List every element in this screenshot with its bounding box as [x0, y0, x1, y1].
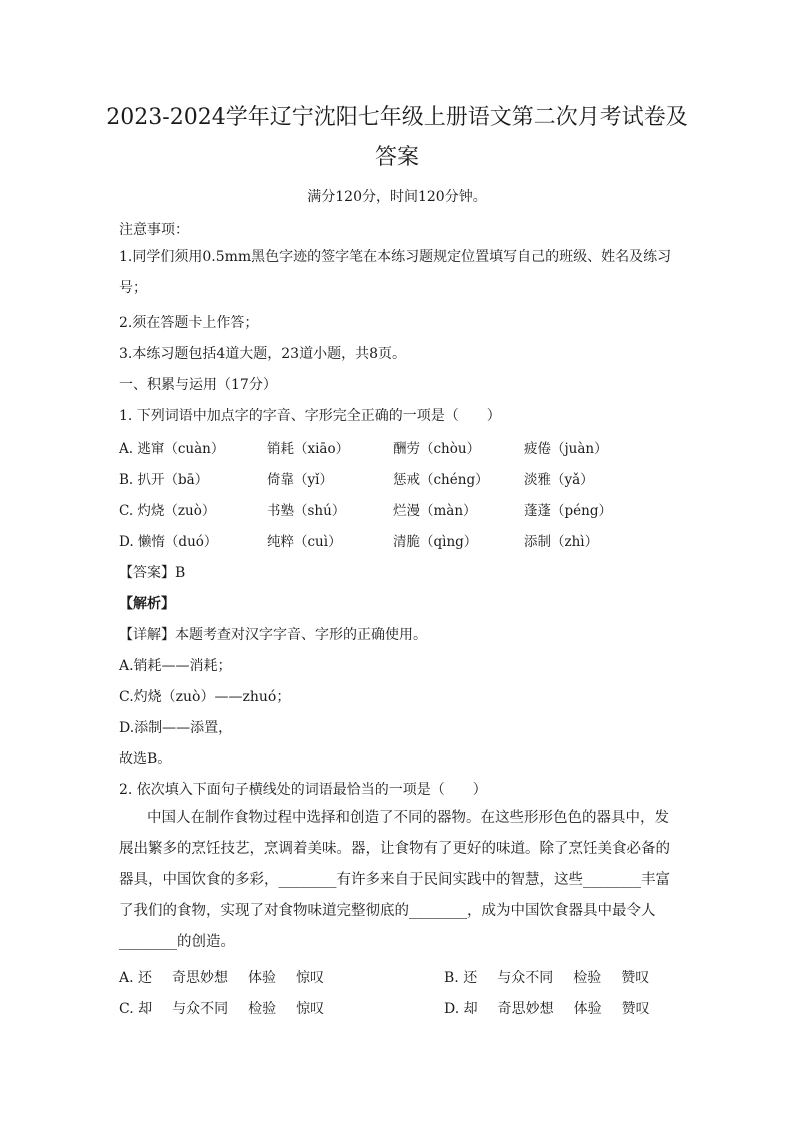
document-subtitle: 满分120分，时间120分钟。 — [307, 189, 487, 205]
option-word: 酬劳（chòu） — [393, 441, 481, 457]
question-1-point-a: A.销耗——消耗； — [119, 658, 232, 674]
question-1-answer: 【答案】B — [119, 565, 186, 581]
option-part: D. 却 — [444, 1001, 478, 1017]
question-2-stem: 2. 依次填入下面句子横线处的词语最恰当的一项是（ ） — [119, 782, 487, 798]
option-word: 销耗（xiāo） — [267, 441, 350, 457]
option-part: B. 还 — [444, 970, 478, 986]
option-word: 倚靠（yǐ） — [267, 472, 333, 488]
option-part: 检验 — [248, 1001, 277, 1017]
option-part: 奇思妙想 — [172, 970, 229, 986]
question-1-stem: 1. 下列词语中加点字的字音、字形完全正确的一项是（ ） — [119, 408, 501, 424]
option-part: 与众不同 — [497, 970, 554, 986]
notice-item-1: 1.同学们须用0.5mm黑色字迹的签字笔在本练习题规定位置填写自己的班级、姓名及练习号； — [119, 249, 672, 296]
notice-item-2: 2.须在答题卡上作答； — [119, 315, 259, 331]
option-part: 赞叹 — [621, 970, 650, 986]
option-word: 烂漫（màn） — [393, 503, 477, 519]
question-1-analysis-heading: 【解析】 — [119, 596, 175, 612]
option-word: 惩戒（chéng） — [393, 472, 489, 488]
option-word: C. 灼烧（zuò） — [119, 503, 216, 519]
option-part: 检验 — [573, 970, 602, 986]
question-1-point-c: C.灼烧（zuò）——zhuó； — [119, 689, 291, 705]
notice-heading: 注意事项： — [119, 222, 189, 238]
option-word: 书塾（shú） — [267, 503, 346, 519]
option-part: 赞叹 — [621, 1001, 650, 1017]
question-2-option-d — [444, 998, 670, 1018]
option-part: 惊叹 — [296, 1001, 325, 1017]
section-heading-1: 一、积累与运用（17分） — [119, 377, 277, 393]
question-1-detail: 【详解】本题考查对汉字字音、字形的正确使用。 — [119, 627, 427, 643]
option-word: 添制（zhì） — [524, 534, 599, 550]
option-word: D. 懒惰（duó） — [119, 534, 218, 550]
question-1-conclusion: 故选B。 — [119, 751, 172, 767]
option-word: 蓬蓬（péng） — [524, 503, 612, 519]
option-word: 清脆（qìng） — [393, 534, 478, 550]
option-part: 奇思妙想 — [497, 1001, 554, 1017]
option-word: A. 逃窜（cuàn） — [119, 441, 225, 457]
option-part: 与众不同 — [172, 1001, 229, 1017]
option-part: A. 还 — [119, 970, 153, 986]
option-word: 疲倦（juàn） — [524, 441, 608, 457]
option-part: 体验 — [248, 970, 277, 986]
notice-item-3: 3.本练习题包括4道大题，23道小题，共8页。 — [119, 346, 406, 362]
option-part: C. 却 — [119, 1001, 153, 1017]
question-1-point-d: D.添制——添置， — [119, 720, 233, 736]
option-word: 淡雅（yǎ） — [524, 472, 594, 488]
option-part: 体验 — [573, 1001, 602, 1017]
question-2-option-b — [444, 967, 669, 987]
question-2-passage: 中国人在制作食物过程中选择和创造了不同的器物。在这些形形色色的器具中，发展出繁多的烹饪技艺，烹调着美味。器，让食物有了更好的味道。除了烹饪美食必备的器具，中国饮食的多彩，________有许多来自于民间实践中的智慧，这些________丰富了我们的食物，实现了对食物味道完整彻底的________，成为中国饮食器具中最令人________的创造。 — [119, 810, 670, 950]
question-2-option-a — [119, 967, 344, 987]
option-word: B. 扒开（bā） — [119, 472, 209, 488]
question-2-option-c — [119, 998, 344, 1018]
option-part: 惊叹 — [296, 970, 325, 986]
option-word: 纯粹（cuì） — [267, 534, 342, 550]
document-title: 2023-2024学年辽宁沈阳七年级上册语文第二次月考试卷及答案 — [106, 105, 688, 170]
